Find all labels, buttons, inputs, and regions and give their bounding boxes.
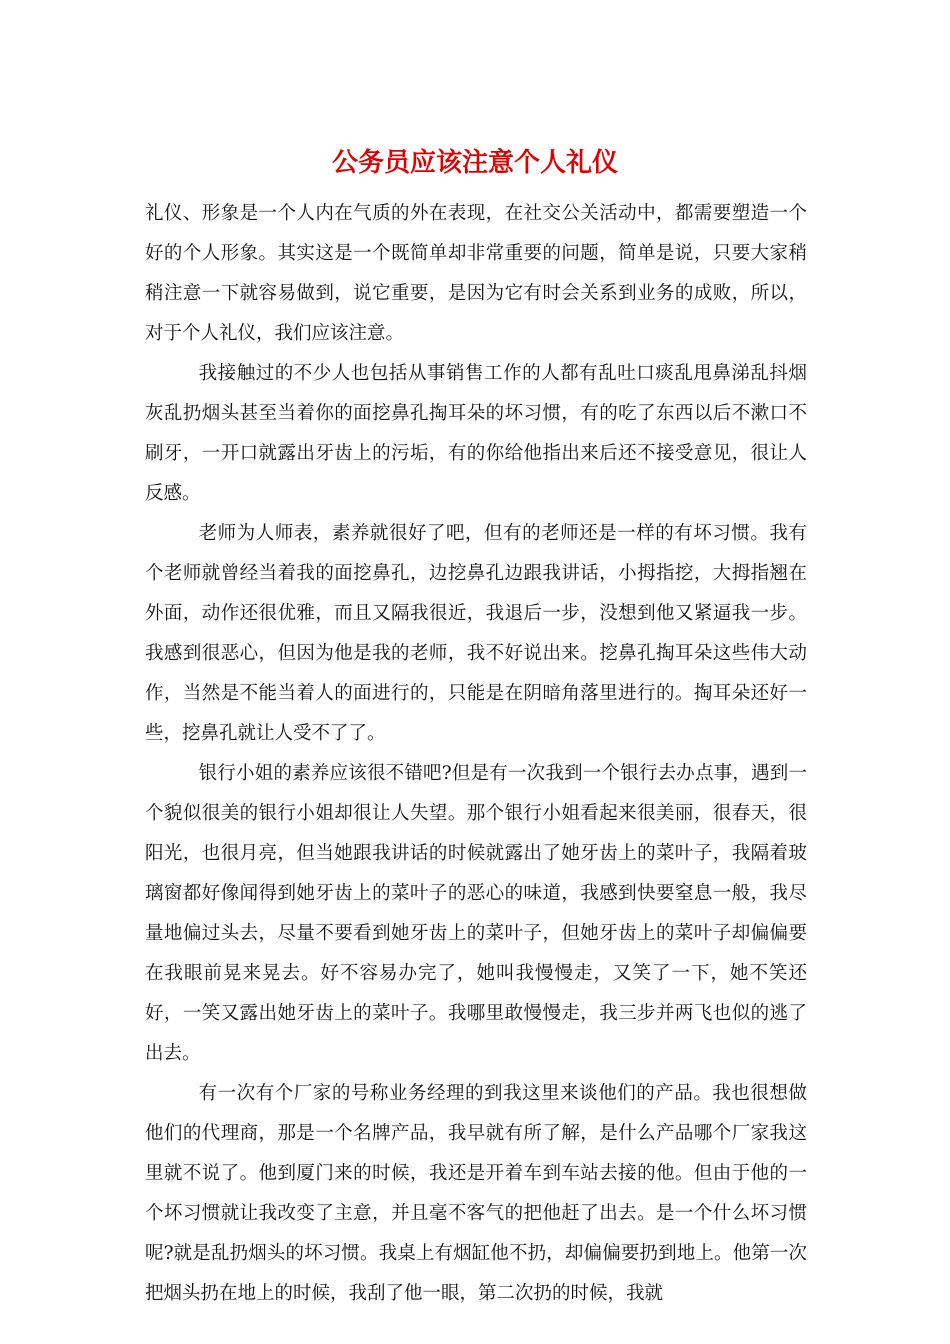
paragraph-2: 我接触过的不少人也包括从事销售工作的人都有乱吐口痰乱甩鼻涕乱抖烟灰乱扔烟头甚至当着你的面挖鼻孔掏耳朵的坏习惯，有的吃了东西以后不漱口不刷牙，一开口就露出牙齿上的污垢，有的你给他指出来后还不接受意见，很让人反感。 [145,363,807,504]
paragraph-5: 有一次有个厂家的号称业务经理的到我这里来谈他们的产品。我也很想做他们的代理商，那是一个名牌产品，我早就有所了解，是什么产品哪个厂家我这里就不说了。他到厦门来的时候，我还是开着车到车站去接的他。但由于他的一个坏习惯就让我改变了主意，并且毫不客气的把他赶了出去。是一个什么坏习惯呢?就是乱扔烟头的坏习惯。我桌上有烟缸他不扔，却偏偏要扔到地上。他第一次把烟头扔在地上的时候，我刮了他一眼，第二次扔的时候，我就 [145,1083,807,1304]
paragraph-4: 银行小姐的素养应该很不错吧?但是有一次我到一个银行去办点事，遇到一个貌似很美的银行小姐却很让人失望。那个银行小姐看起来很美丽，很春天，很阳光，也很月亮，但当她跟我讲话的时候就露出了她牙齿上的菜叶子，我隔着玻璃窗都好像闻得到她牙齿上的菜叶子的恶心的味道，我感到快要窒息一般，我尽量地偏过头去，尽量不要看到她牙齿上的菜叶子，但她牙齿上的菜叶子却偏偏要在我眼前晃来晃去。好不容易办完了，她叫我慢慢走，又笑了一下，她不笑还好，一笑又露出她牙齿上的菜叶子。我哪里敢慢慢走，我三步并两飞也似的逃了出去。 [145,763,807,1064]
document-title: 公务员应该注意个人礼仪 [331,148,618,178]
paragraph-3: 老师为人师表，素养就很好了吧，但有的老师还是一样的有坏习惯。我有个老师就曾经当着我的面挖鼻孔，边挖鼻孔边跟我讲话，小拇指挖，大拇指翘在外面，动作还很优雅，而且又隔我很近，我退后一步，没想到他又紧逼我一步。我感到很恶心，但因为他是我的老师，我不好说出来。挖鼻孔掏耳朵这些伟大动作，当然是不能当着人的面进行的，只能是在阴暗角落里进行的。掏耳朵还好一些，挖鼻孔就让人受不了了。 [145,523,807,744]
document-body [145,194,807,1314]
paragraph-1: 礼仪、形象是一个人内在气质的外在表现，在社交公关活动中，都需要塑造一个好的个人形象。其实这是一个既简单却非常重要的问题，简单是说，只要大家稍稍注意一下就容易做到，说它重要，是因为它有时会关系到业务的成败，所以，对于个人礼仪，我们应该注意。 [145,203,807,344]
